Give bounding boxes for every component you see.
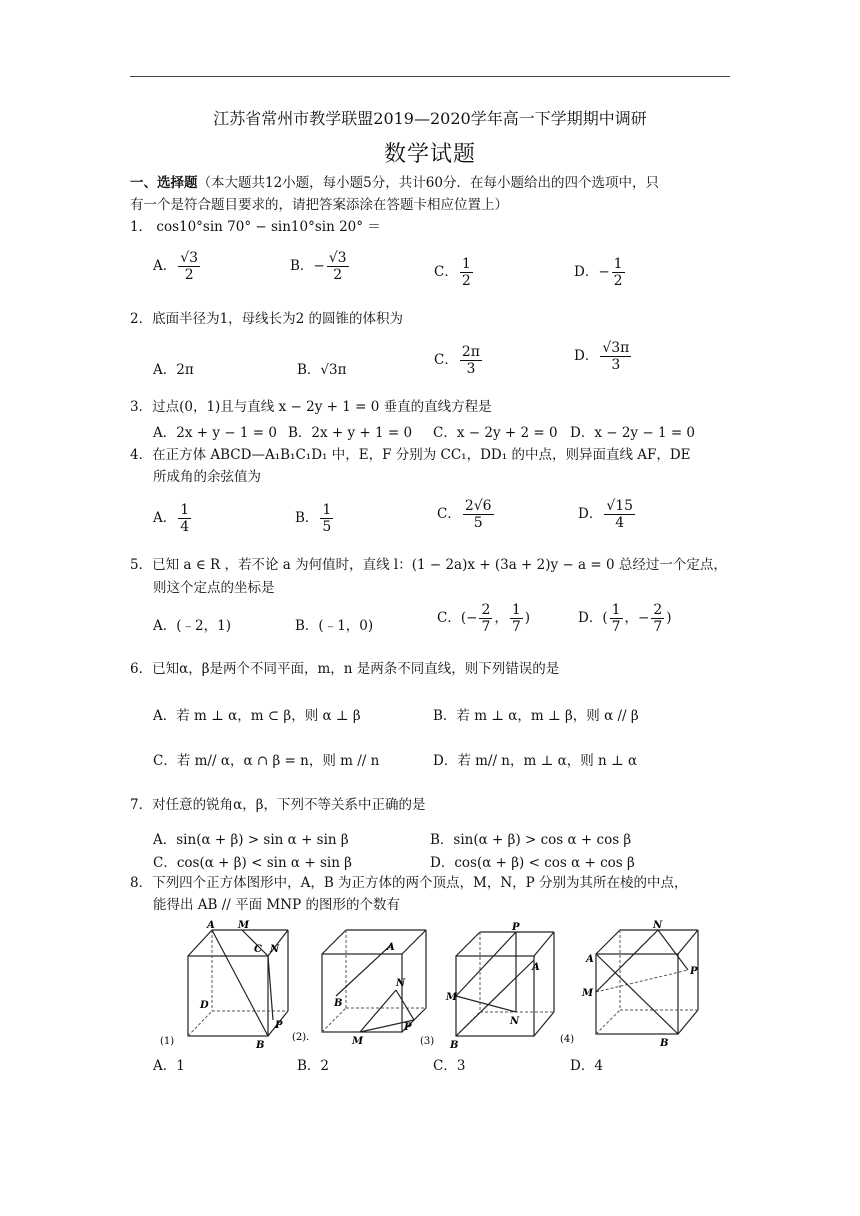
section-heading: 一、选择题: [130, 175, 198, 191]
cube-figure-2: [292, 916, 435, 1051]
q2-option-d[interactable]: D． $\frac{√3\pi}{3}$: [574, 340, 630, 374]
fraction: $\frac{2}{7}$: [653, 602, 663, 636]
q8-stem: 8．下列四个正方体图形中，A，B 为正方体的两个顶点，M，N，P 分别为其所在棱的中点，: [130, 875, 688, 891]
point-label-a: A: [207, 920, 215, 931]
q1-option-b[interactable]: B．− $\frac{√3}{2}$: [290, 250, 347, 284]
point-label-n: N: [510, 1016, 520, 1027]
q2-stem: 2．底面半径为1，母线长为2 的圆锥的体积为: [130, 311, 404, 327]
fraction: $\frac{√3}{2}$: [328, 250, 347, 284]
point-label-p: P: [404, 1022, 412, 1033]
cube-figure-1: [160, 916, 290, 1051]
option-label: C．: [434, 264, 458, 281]
cube-figure-4: [560, 916, 710, 1051]
figure-label-1: (1): [160, 1036, 175, 1047]
q8-option-d[interactable]: D．4: [570, 1058, 603, 1074]
section-desc-1: （本大题共12小题，每小题5分，共计60分．在每小题给出的四个选项中，只: [197, 175, 659, 191]
section-desc-2: 有一个是符合题目要求的，请把答案添涂在答题卡相应位置上）: [130, 197, 508, 213]
q4-option-c[interactable]: C． $\frac{2√6}{5}$: [437, 498, 492, 532]
fraction: $\frac{1}{4}$: [180, 502, 190, 536]
q5-option-b[interactable]: B．(﹣1，0): [295, 618, 374, 634]
fraction: $\frac{1}{2}$: [613, 256, 623, 290]
q5-stem: 5．已知 a ∈ R ，若不论 a 为何值时，直线 l：(1 − 2a)x + (3a + 2)y − a = 0 总经过一个定点，: [130, 557, 727, 573]
q1-option-c[interactable]: [434, 256, 475, 289]
q7-option-d[interactable]: D．cos(α + β) < cos α + cos β: [430, 855, 635, 871]
q3-option-d[interactable]: D．x − 2y − 1 = 0: [570, 425, 696, 441]
fraction: $\frac{1}{5}$: [322, 502, 332, 536]
fraction: $\frac{2}{7}$: [481, 602, 491, 636]
q3-option-b[interactable]: B．2x + y + 1 = 0: [288, 425, 413, 441]
point-label-b: B: [450, 1040, 459, 1051]
q1-option-a[interactable]: [153, 250, 202, 283]
point-label-m: M: [582, 988, 594, 999]
fraction: $\frac{√3\pi}{3}$: [602, 340, 630, 374]
q8-option-c[interactable]: C．3: [433, 1058, 466, 1074]
fraction: $\frac{1}{7}$: [611, 602, 621, 636]
header-rule: [130, 76, 730, 77]
figure-label-4: (4): [560, 1034, 575, 1045]
point-label-a: A: [387, 942, 395, 953]
q4-option-d[interactable]: D． $\frac{√15}{4}$: [578, 498, 634, 532]
point-label-n: N: [270, 944, 280, 955]
point-label-d: D: [200, 1000, 209, 1011]
exam-title: 江苏省常州市教学联盟2019—2020学年高一下学期期中调研: [213, 109, 647, 128]
q3-option-c[interactable]: C．x − 2y + 2 = 0: [433, 425, 558, 441]
point-label-n: N: [396, 978, 406, 989]
exam-subtitle: 数学试题: [383, 142, 476, 167]
point-label-p: P: [275, 1020, 283, 1031]
q6-option-d[interactable]: D．若 m// n，m ⊥ α，则 n ⊥ α: [433, 753, 638, 769]
q4-option-a[interactable]: A． $\frac{1}{4}$: [153, 502, 190, 536]
option-label: A．: [153, 258, 177, 275]
point-label-p: P: [690, 966, 698, 977]
fraction: $\frac{1}{7}$: [511, 602, 521, 636]
section-heading-line: [130, 174, 659, 192]
point-label-a: A: [532, 962, 540, 973]
q5-option-d[interactable]: D．( $\frac{1}{7}$ ，− $\frac{2}{7}$ ): [578, 602, 672, 636]
q7-option-a[interactable]: A．sin(α + β) > sin α + sin β: [153, 832, 349, 848]
q1-option-d[interactable]: D．− $\frac{1}{2}$: [574, 256, 623, 290]
q2-option-a[interactable]: A．2π: [153, 362, 194, 378]
q7-stem: 7．对任意的锐角α，β，下列不等关系中正确的是: [130, 797, 426, 813]
q4-stem: 4．在正方体 ABCD—A₁B₁C₁D₁ 中，E，F 分别为 CC₁，DD₁ 的中点，则异面直线 AF，DE: [130, 447, 691, 463]
q4-stem-2: 所成角的余弦值为: [153, 469, 261, 485]
q8-option-b[interactable]: B．2: [297, 1058, 330, 1074]
q2-option-b[interactable]: B．√3π: [297, 362, 347, 378]
q5-stem-2: 则这个定点的坐标是: [153, 580, 275, 596]
point-label-m: M: [446, 992, 458, 1003]
fraction: $\frac{√15}{4}$: [606, 498, 634, 532]
point-label-m: M: [238, 920, 250, 931]
figure-label-3: (3): [420, 1036, 435, 1047]
q5-option-c[interactable]: C．(− $\frac{2}{7}$ ， $\frac{1}{7}$ ): [437, 602, 531, 636]
q7-option-b[interactable]: B．sin(α + β) > cos α + cos β: [430, 832, 632, 848]
point-label-b: B: [256, 1040, 265, 1051]
q6-option-a[interactable]: A．若 m ⊥ α，m ⊂ β，则 α ⊥ β: [153, 708, 361, 724]
q8-option-a[interactable]: A．1: [153, 1058, 185, 1074]
q3-option-a[interactable]: A．2x + y − 1 = 0: [153, 425, 277, 441]
option-label: B．: [290, 258, 314, 275]
q5-option-a[interactable]: A．(﹣2，1): [153, 618, 231, 634]
point-label-c: C: [254, 944, 262, 955]
q6-option-b[interactable]: B．若 m ⊥ α，m ⊥ β，则 α // β: [433, 708, 639, 724]
q6-stem: 6．已知α，β是两个不同平面，m，n 是两条不同直线，则下列错误的是: [130, 661, 560, 677]
point-label-b: B: [334, 998, 343, 1009]
fraction: $\frac{1}{2}$: [461, 256, 471, 290]
q2-option-c[interactable]: C． $\frac{2\pi}{3}$: [434, 344, 480, 378]
q3-stem: 3．过点(0，1)且与直线 x − 2y + 1 = 0 垂直的直线方程是: [130, 399, 492, 415]
cube-figure-3: [420, 916, 560, 1051]
point-label-a: A: [586, 954, 594, 965]
fraction: $\frac{2\pi}{3}$: [461, 344, 480, 378]
q6-option-c[interactable]: C．若 m// α，α ∩ β = n，则 m // n: [153, 753, 380, 769]
option-label: D．: [574, 264, 599, 281]
fraction: $\frac{√3}{2}$: [180, 250, 199, 284]
fraction: $\frac{2√6}{5}$: [464, 498, 492, 532]
point-label-p: P: [512, 922, 520, 933]
q4-option-b[interactable]: B． $\frac{1}{5}$: [295, 502, 332, 536]
q8-stem-2: 能得出 AB // 平面 MNP 的图形的个数有: [153, 897, 400, 913]
q1-stem: 1． cos10°sin 70° − sin10°sin 20° ＝: [130, 219, 381, 235]
q7-option-c[interactable]: C．cos(α + β) < sin α + sin β: [153, 855, 352, 871]
point-label-b: B: [660, 1038, 669, 1049]
figure-label-2: (2)．: [292, 1032, 317, 1043]
point-label-m: M: [352, 1036, 364, 1047]
point-label-n: N: [653, 920, 663, 931]
